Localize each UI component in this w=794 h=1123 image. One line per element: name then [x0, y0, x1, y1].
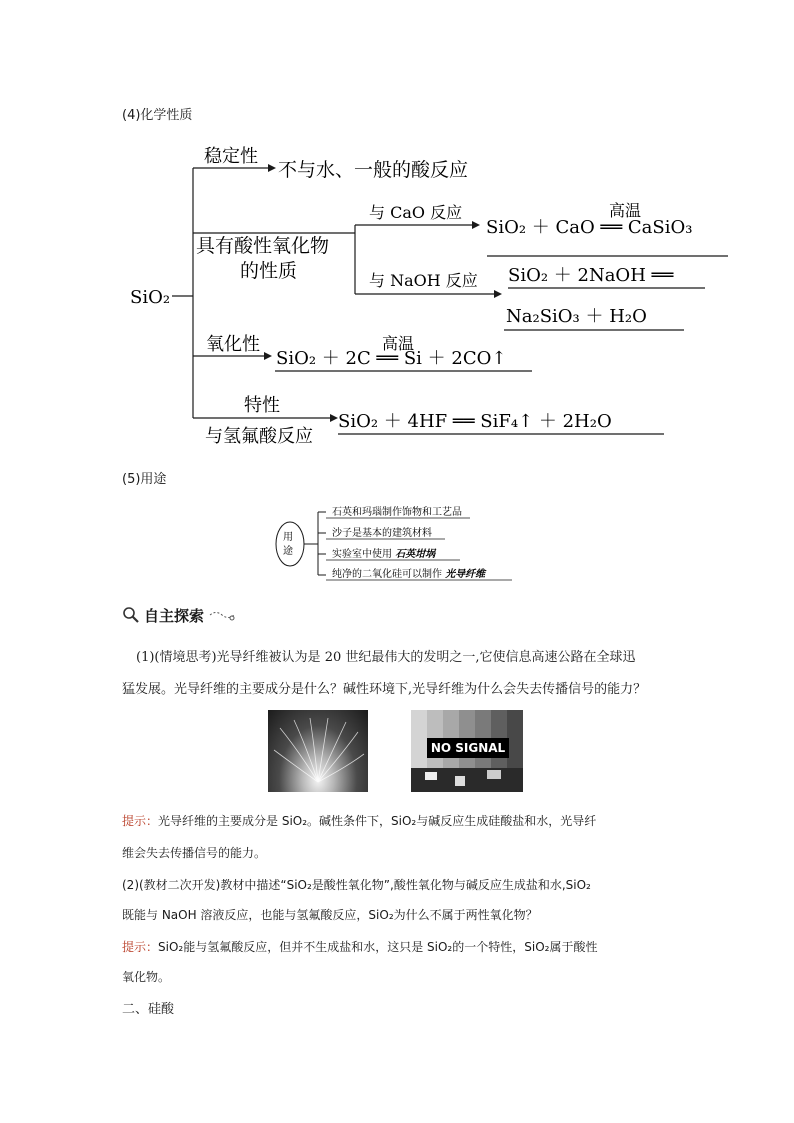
naoh-equation-2: Na₂SiO₃ ＋ H₂O — [506, 306, 647, 327]
explore-heading — [122, 604, 238, 626]
fiber-optic-photo — [268, 710, 368, 792]
uses-diagram — [270, 500, 520, 582]
uses-center-2: 途 — [283, 546, 293, 557]
question-1-line-1: (1)(情境思考)光导纤维被认为是 20 世纪最伟大的发明之一,它使信息高速公路在全球迅 — [136, 650, 636, 665]
answer-2-line-2: 氧化物。 — [122, 970, 171, 984]
chem-props-heading: (4)化学性质 — [122, 108, 193, 123]
question-1-line-2: 猛发展。光导纤维的主要成分是什么？碱性环境下,光导纤维为什么会失去传播信号的能力？ — [122, 682, 647, 697]
uses-heading: (5)用途 — [122, 472, 167, 487]
naoh-label: 与 NaOH 反应 — [369, 271, 478, 290]
use-item-1: 石英和玛瑙制作饰物和工艺品 — [332, 507, 462, 518]
answer-2-line-1: 提示：SiO₂能与氢氟酸反应，但并不生成盐和水，这只是 SiO₂的一个特性，SiO₂属于酸性 — [122, 940, 598, 954]
silicic-acid-heading: 二、硅酸 — [122, 1002, 175, 1017]
special-label-2: 与氢氟酸反应 — [205, 426, 313, 447]
hint-label: 提示： — [122, 814, 159, 828]
oxidizing-condition: 高温 — [382, 334, 415, 353]
no-signal-photo — [411, 710, 523, 792]
question-2-line-1: (2)(教材二次开发)教材中描述“SiO₂是酸性氧化物”,酸性氧化物与碱反应生成盐和水,SiO₂ — [122, 878, 591, 892]
acidic-oxide-label-1: 具有酸性氧化物 — [196, 235, 330, 257]
oxidizing-equation: SiO₂ ＋ 2C ══ Si ＋ 2CO↑ — [276, 348, 507, 369]
question-2-line-2: 既能与 NaOH 溶液反应，也能与氢氟酸反应，SiO₂为什么不属于两性氧化物？ — [122, 908, 538, 922]
no-signal-label: NO SIGNAL — [427, 738, 509, 758]
diagram-root: SiO₂ — [130, 287, 171, 308]
use-item-3: 实验室中使用 石英坩埚 — [332, 549, 436, 560]
answer-1-line-2: 维会失去传播信号的能力。 — [122, 846, 267, 860]
hint-label: 提示： — [122, 940, 159, 954]
cao-condition: 高温 — [609, 201, 642, 220]
cao-label: 与 CaO 反应 — [369, 203, 463, 222]
magnifier-icon — [122, 606, 140, 624]
special-equation: SiO₂ ＋ 4HF ══ SiF₄↑ ＋ 2H₂O — [338, 411, 612, 432]
naoh-equation-1: SiO₂ ＋ 2NaOH ══ — [508, 265, 674, 286]
stability-label: 稳定性 — [204, 146, 258, 167]
acidic-oxide-label-2: 的性质 — [240, 260, 298, 282]
chem-props-diagram — [0, 0, 794, 460]
explore-title: 自主探索 — [144, 606, 205, 625]
cao-equation: SiO₂ ＋ CaO ══ CaSiO₃ — [486, 217, 693, 238]
oxidizing-label: 氧化性 — [206, 334, 260, 355]
use-item-4: 纯净的二氧化硅可以制作 光导纤维 — [332, 569, 486, 580]
use-item-2: 沙子是基本的建筑材料 — [332, 528, 432, 539]
special-label-1: 特性 — [244, 395, 280, 416]
answer-1-line-1: 提示：光导纤维的主要成分是 SiO₂。碱性条件下，SiO₂与碱反应生成硅酸盐和水，光导纤 — [122, 814, 597, 828]
uses-center-1: 用 — [283, 532, 293, 543]
scissors-decoration-icon — [208, 608, 238, 622]
uses-center-oval — [276, 522, 304, 566]
stability-result: 不与水、一般的酸反应 — [278, 159, 469, 181]
